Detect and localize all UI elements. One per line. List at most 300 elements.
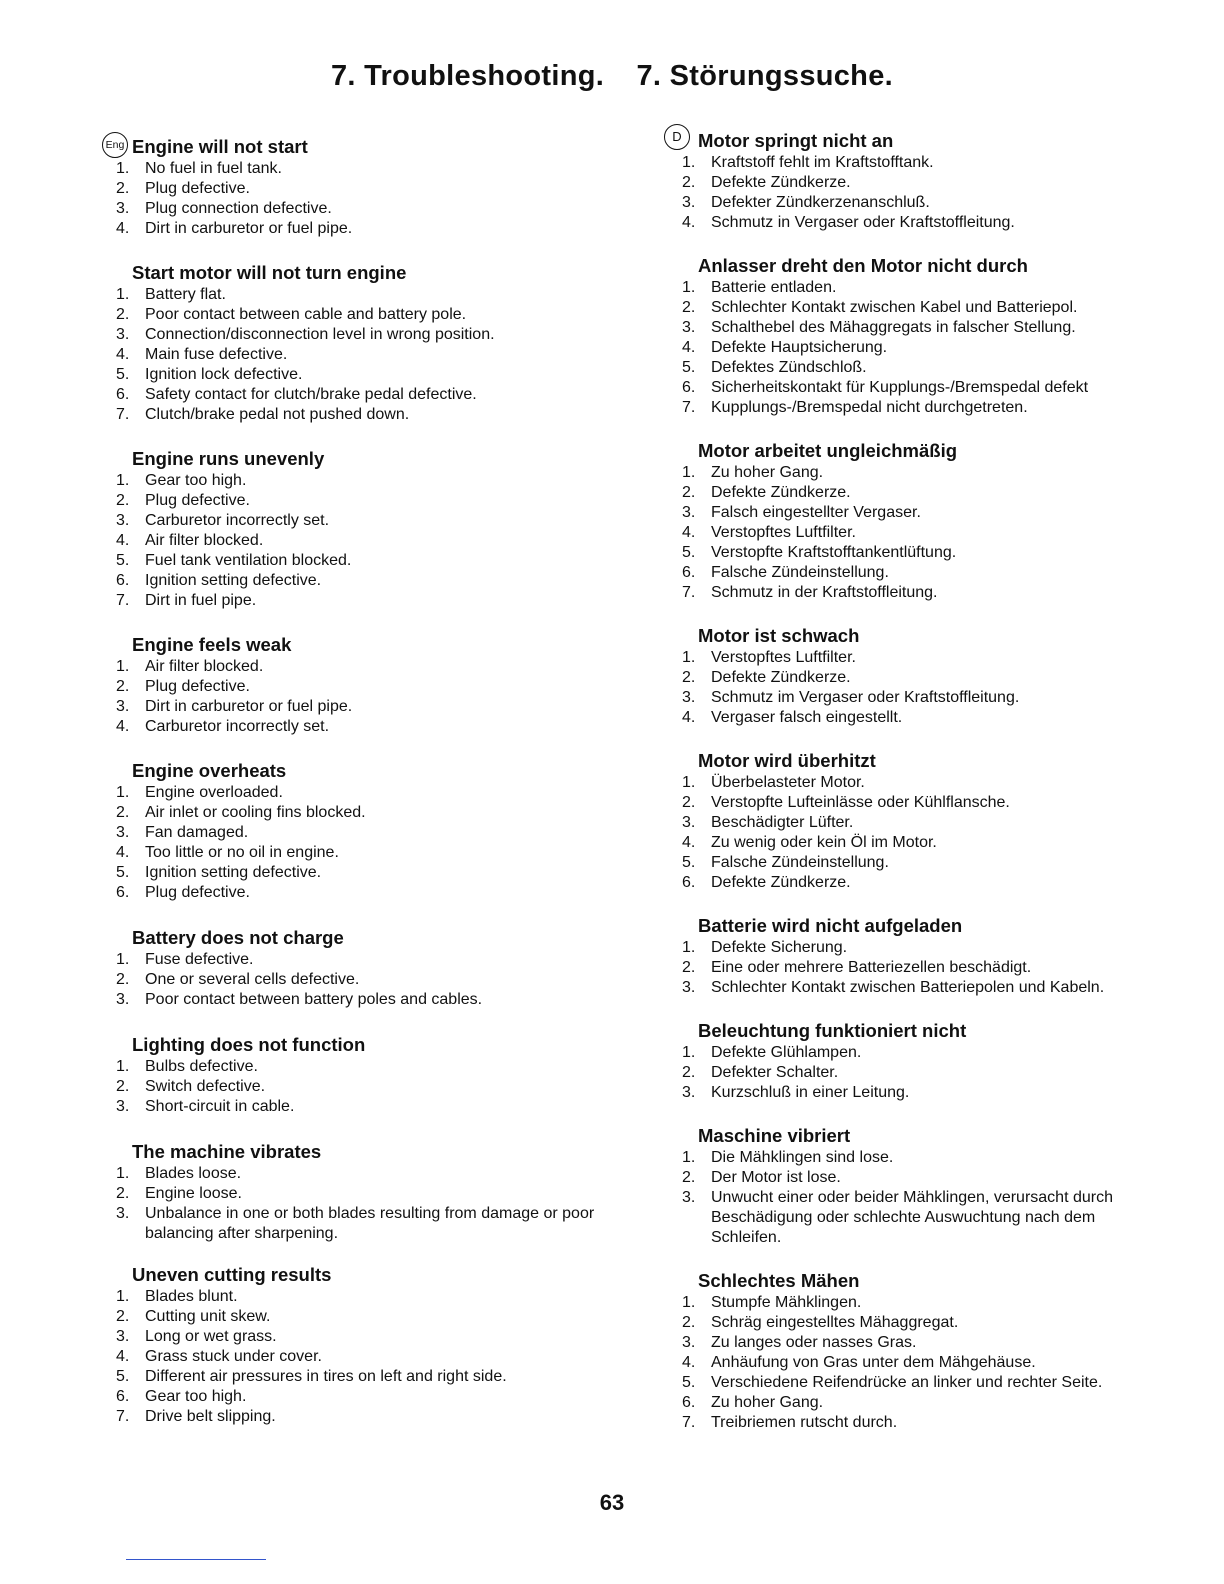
item-text: Plug defective. bbox=[145, 492, 250, 509]
item-text: Schalthebel des Mähaggregats in falscher Stellung. bbox=[711, 319, 1076, 336]
list-item bbox=[678, 873, 1158, 893]
item-text: No fuel in fuel tank. bbox=[145, 160, 282, 177]
item-number: 4. bbox=[682, 834, 696, 851]
list-item bbox=[112, 1367, 612, 1387]
item-number: 3. bbox=[116, 200, 130, 217]
item-text: Defekte Zündkerze. bbox=[711, 669, 851, 686]
item-number: 6. bbox=[682, 874, 696, 891]
section-heading bbox=[698, 750, 1158, 772]
item-number: 3. bbox=[682, 814, 696, 831]
list-item bbox=[678, 958, 1158, 978]
item-text: Unbalance in one or both blades resulting from damage or poor balancing after sharpening. bbox=[145, 1205, 595, 1242]
item-number: 5. bbox=[682, 1374, 696, 1391]
item-number: 5. bbox=[682, 359, 696, 376]
list-item bbox=[112, 1077, 612, 1097]
list-item bbox=[112, 531, 612, 551]
section-heading-text: Schlechtes Mähen bbox=[698, 1270, 860, 1291]
list-item bbox=[678, 1373, 1158, 1393]
item-number: 2. bbox=[682, 959, 696, 976]
section-heading bbox=[132, 927, 612, 949]
item-text: Falsche Zündeinstellung. bbox=[711, 564, 889, 581]
item-text: Different air pressures in tires on left and right side. bbox=[145, 1368, 507, 1385]
list-item bbox=[678, 483, 1158, 503]
item-text: Safety contact for clutch/brake pedal defective. bbox=[145, 386, 477, 403]
cause-list bbox=[678, 1293, 1158, 1433]
section-heading bbox=[698, 1020, 1158, 1042]
section-heading-text: Beleuchtung funktioniert nicht bbox=[698, 1020, 967, 1041]
item-number: 2. bbox=[116, 1185, 130, 1202]
item-text: Verstopfte Lufteinlässe oder Kühlflansche. bbox=[711, 794, 1010, 811]
item-number: 2. bbox=[682, 1064, 696, 1081]
section-heading bbox=[698, 255, 1158, 277]
list-item bbox=[678, 1148, 1158, 1168]
item-text: Dirt in fuel pipe. bbox=[145, 592, 257, 609]
list-item bbox=[112, 405, 612, 425]
section-en-3 bbox=[112, 448, 612, 611]
list-item bbox=[678, 213, 1158, 233]
item-number: 2. bbox=[682, 484, 696, 501]
item-text: Verschiedene Reifendrücke an linker und rechter Seite. bbox=[711, 1374, 1103, 1391]
item-number: 5. bbox=[682, 854, 696, 871]
item-text: Engine overloaded. bbox=[145, 784, 283, 801]
item-number: 3. bbox=[116, 824, 130, 841]
list-item bbox=[112, 471, 612, 491]
item-text: Battery flat. bbox=[145, 286, 226, 303]
item-text: Schmutz in Vergaser oder Kraftstoffleitung. bbox=[711, 214, 1015, 231]
item-text: Die Mähklingen sind lose. bbox=[711, 1149, 894, 1166]
item-number: 1. bbox=[116, 784, 130, 801]
section-heading-text: Motor wird überhitzt bbox=[698, 750, 876, 771]
item-text: Kupplungs-/Bremspedal nicht durchgetreten. bbox=[711, 399, 1028, 416]
item-text: Schlechter Kontakt zwischen Batteriepolen und Kabeln. bbox=[711, 979, 1105, 996]
list-item bbox=[112, 159, 612, 179]
list-item bbox=[112, 285, 612, 305]
list-item bbox=[112, 1164, 612, 1184]
section-heading bbox=[132, 634, 612, 656]
item-number: 6. bbox=[682, 564, 696, 581]
item-text: Plug connection defective. bbox=[145, 200, 332, 217]
item-number: 1. bbox=[116, 1058, 130, 1075]
list-item bbox=[678, 563, 1158, 583]
item-number: 3. bbox=[682, 1189, 696, 1206]
cause-list bbox=[678, 938, 1158, 998]
item-text: Falsche Zündeinstellung. bbox=[711, 854, 889, 871]
item-text: Verstopftes Luftfilter. bbox=[711, 524, 856, 541]
list-item bbox=[112, 863, 612, 883]
item-text: Falsch eingestellter Vergaser. bbox=[711, 504, 921, 521]
item-number: 4. bbox=[116, 220, 130, 237]
item-text: Short-circuit in cable. bbox=[145, 1098, 295, 1115]
list-item bbox=[678, 463, 1158, 483]
item-number: 2. bbox=[116, 1308, 130, 1325]
item-number: 2. bbox=[116, 971, 130, 988]
item-text: Plug defective. bbox=[145, 678, 250, 695]
section-heading-text: Motor arbeitet ungleichmäßig bbox=[698, 440, 958, 461]
item-text: Fan damaged. bbox=[145, 824, 249, 841]
item-text: Carburetor incorrectly set. bbox=[145, 718, 330, 735]
list-item bbox=[112, 1097, 612, 1117]
list-item bbox=[678, 378, 1158, 398]
list-item bbox=[112, 803, 612, 823]
list-item bbox=[112, 843, 612, 863]
item-number: 4. bbox=[682, 709, 696, 726]
section-heading-text: Motor ist schwach bbox=[698, 625, 860, 646]
list-item bbox=[678, 793, 1158, 813]
item-number: 6. bbox=[116, 572, 130, 589]
item-number: 3. bbox=[116, 1328, 130, 1345]
item-number: 4. bbox=[116, 1348, 130, 1365]
item-number: 2. bbox=[682, 794, 696, 811]
item-number: 4. bbox=[116, 346, 130, 363]
item-text: Zu hoher Gang. bbox=[711, 464, 824, 481]
section-de-2 bbox=[678, 255, 1158, 418]
item-text: Schmutz in der Kraftstoffleitung. bbox=[711, 584, 938, 601]
section-heading-text: The machine vibrates bbox=[132, 1141, 322, 1162]
item-number: 2. bbox=[682, 299, 696, 316]
item-number: 3. bbox=[116, 698, 130, 715]
list-item bbox=[112, 1307, 612, 1327]
item-text: Treibriemen rutscht durch. bbox=[711, 1414, 898, 1431]
item-text: Blades blunt. bbox=[145, 1288, 238, 1305]
item-number: 3. bbox=[682, 504, 696, 521]
item-text: Schmutz im Vergaser oder Kraftstoffleitung. bbox=[711, 689, 1020, 706]
section-de-3 bbox=[678, 440, 1158, 603]
cause-list bbox=[678, 648, 1158, 728]
item-text: Main fuse defective. bbox=[145, 346, 288, 363]
item-number: 7. bbox=[682, 1414, 696, 1431]
list-item bbox=[678, 583, 1158, 603]
cause-list bbox=[112, 471, 612, 611]
item-number: 3. bbox=[116, 326, 130, 343]
item-number: 1. bbox=[682, 1044, 696, 1061]
item-number: 1. bbox=[682, 464, 696, 481]
page-title bbox=[0, 60, 1224, 93]
item-text: Eine oder mehrere Batteriezellen beschädigt. bbox=[711, 959, 1032, 976]
item-number: 3. bbox=[116, 991, 130, 1008]
list-item bbox=[678, 1413, 1158, 1433]
cause-list bbox=[112, 950, 612, 1010]
item-number: 2. bbox=[116, 492, 130, 509]
item-text: Überbelasteter Motor. bbox=[711, 774, 865, 791]
list-item bbox=[678, 173, 1158, 193]
item-text: Air inlet or cooling fins blocked. bbox=[145, 804, 366, 821]
list-item bbox=[678, 358, 1158, 378]
list-item bbox=[112, 219, 612, 239]
list-item bbox=[112, 990, 612, 1010]
list-item bbox=[112, 551, 612, 571]
item-text: Plug defective. bbox=[145, 180, 250, 197]
item-text: Fuse defective. bbox=[145, 951, 254, 968]
section-heading-text: Uneven cutting results bbox=[132, 1264, 332, 1285]
item-number: 3. bbox=[682, 689, 696, 706]
item-number: 3. bbox=[116, 512, 130, 529]
item-number: 3. bbox=[682, 194, 696, 211]
item-number: 4. bbox=[682, 339, 696, 356]
item-text: Verstopftes Luftfilter. bbox=[711, 649, 856, 666]
item-text: Bulbs defective. bbox=[145, 1058, 258, 1075]
item-text: Clutch/brake pedal not pushed down. bbox=[145, 406, 410, 423]
list-item bbox=[112, 305, 612, 325]
item-number: 5. bbox=[116, 552, 130, 569]
list-item bbox=[112, 325, 612, 345]
item-text: Kurzschluß in einer Leitung. bbox=[711, 1084, 910, 1101]
item-number: 5. bbox=[116, 1368, 130, 1385]
section-heading bbox=[698, 1270, 1158, 1292]
section-de-1 bbox=[672, 129, 1158, 233]
item-number: 1. bbox=[116, 951, 130, 968]
list-item bbox=[678, 523, 1158, 543]
item-number: 6. bbox=[682, 1394, 696, 1411]
section-heading-text: Batterie wird nicht aufgeladen bbox=[698, 915, 963, 936]
list-item bbox=[678, 833, 1158, 853]
list-item bbox=[678, 398, 1158, 418]
item-number: 4. bbox=[682, 524, 696, 541]
list-item bbox=[112, 823, 612, 843]
item-text: Drive belt slipping. bbox=[145, 1408, 276, 1425]
list-item bbox=[678, 298, 1158, 318]
section-heading-text: Battery does not charge bbox=[132, 927, 344, 948]
item-number: 2. bbox=[116, 678, 130, 695]
list-item bbox=[112, 1347, 612, 1367]
section-heading bbox=[698, 440, 1158, 462]
title-german: 7. Störungssuche. bbox=[636, 60, 893, 92]
item-number: 3. bbox=[116, 1098, 130, 1115]
section-en-8 bbox=[112, 1141, 612, 1244]
list-item bbox=[112, 1204, 612, 1244]
item-text: Too little or no oil in engine. bbox=[145, 844, 339, 861]
item-text: Dirt in carburetor or fuel pipe. bbox=[145, 220, 353, 237]
item-number: 5. bbox=[116, 864, 130, 881]
item-number: 3. bbox=[682, 1334, 696, 1351]
list-item bbox=[678, 978, 1158, 998]
section-heading-text: Engine runs unevenly bbox=[132, 448, 325, 469]
list-item bbox=[112, 385, 612, 405]
list-item bbox=[678, 193, 1158, 213]
section-heading-text: Start motor will not turn engine bbox=[132, 262, 407, 283]
item-number: 1. bbox=[116, 472, 130, 489]
item-text: Ignition setting defective. bbox=[145, 572, 322, 589]
list-item bbox=[112, 1184, 612, 1204]
list-item bbox=[678, 853, 1158, 873]
cause-list bbox=[678, 278, 1158, 418]
item-number: 1. bbox=[682, 774, 696, 791]
item-text: Sicherheitskontakt für Kupplungs-/Bremspedal defekt bbox=[711, 379, 1089, 396]
list-item bbox=[678, 1333, 1158, 1353]
item-number: 7. bbox=[116, 592, 130, 609]
section-heading-text: Lighting does not function bbox=[132, 1034, 366, 1055]
section-heading bbox=[132, 1264, 612, 1286]
item-text: Zu langes oder nasses Gras. bbox=[711, 1334, 917, 1351]
item-text: Defekter Schalter. bbox=[711, 1064, 839, 1081]
list-item bbox=[112, 591, 612, 611]
section-de-4 bbox=[678, 625, 1158, 728]
footer-rule bbox=[126, 1559, 266, 1560]
section-de-5 bbox=[678, 750, 1158, 893]
item-number: 3. bbox=[682, 979, 696, 996]
item-text: One or several cells defective. bbox=[145, 971, 360, 988]
item-number: 7. bbox=[116, 406, 130, 423]
list-item bbox=[112, 1327, 612, 1347]
title-english: 7. Troubleshooting. bbox=[330, 60, 605, 92]
item-number: 1. bbox=[682, 649, 696, 666]
list-item bbox=[678, 153, 1158, 173]
section-heading-text: Maschine vibriert bbox=[698, 1125, 851, 1146]
page-number: 63 bbox=[599, 1490, 625, 1515]
section-heading-text: Engine will not start bbox=[132, 136, 308, 157]
list-item bbox=[678, 708, 1158, 728]
item-text: Engine loose. bbox=[145, 1185, 242, 1202]
item-text: Poor contact between battery poles and cables. bbox=[145, 991, 483, 1008]
item-number: 6. bbox=[682, 379, 696, 396]
list-item bbox=[112, 1407, 612, 1427]
item-number: 1. bbox=[682, 939, 696, 956]
item-text: Switch defective. bbox=[145, 1078, 266, 1095]
item-text: Kraftstoff fehlt im Kraftstofftank. bbox=[711, 154, 934, 171]
cause-list bbox=[112, 783, 612, 903]
item-number: 1. bbox=[682, 154, 696, 171]
cause-list bbox=[678, 463, 1158, 603]
list-item bbox=[678, 278, 1158, 298]
list-item bbox=[678, 1313, 1158, 1333]
section-heading bbox=[672, 129, 1158, 152]
item-text: Schräg eingestelltes Mähaggregat. bbox=[711, 1314, 959, 1331]
language-badge-icon: Eng bbox=[102, 132, 128, 158]
list-item bbox=[678, 503, 1158, 523]
cause-list bbox=[112, 1287, 612, 1427]
cause-list bbox=[678, 1148, 1158, 1248]
cause-list bbox=[678, 1043, 1158, 1103]
item-text: Beschädigter Lüfter. bbox=[711, 814, 854, 831]
list-item bbox=[112, 199, 612, 219]
list-item bbox=[678, 648, 1158, 668]
list-item bbox=[678, 1168, 1158, 1188]
list-item bbox=[112, 1387, 612, 1407]
item-number: 1. bbox=[682, 1149, 696, 1166]
item-number: 3. bbox=[682, 1084, 696, 1101]
item-text: Defekter Zündkerzenanschluß. bbox=[711, 194, 930, 211]
section-heading bbox=[698, 625, 1158, 647]
section-en-6 bbox=[112, 927, 612, 1010]
item-number: 1. bbox=[682, 1294, 696, 1311]
cause-list bbox=[112, 1164, 612, 1244]
section-heading bbox=[132, 1034, 612, 1056]
section-en-9 bbox=[112, 1264, 612, 1427]
item-text: Defekte Hauptsicherung. bbox=[711, 339, 888, 356]
item-number: 2. bbox=[116, 180, 130, 197]
item-number: 4. bbox=[116, 718, 130, 735]
item-number: 6. bbox=[116, 1388, 130, 1405]
item-text: Zu wenig oder kein Öl im Motor. bbox=[711, 834, 937, 851]
item-number: 4. bbox=[682, 1354, 696, 1371]
list-item bbox=[678, 1293, 1158, 1313]
list-item bbox=[112, 883, 612, 903]
section-de-9 bbox=[678, 1270, 1158, 1433]
item-number: 4. bbox=[682, 214, 696, 231]
list-item bbox=[112, 697, 612, 717]
item-text: Blades loose. bbox=[145, 1165, 242, 1182]
item-text: Ignition setting defective. bbox=[145, 864, 322, 881]
section-heading bbox=[105, 136, 612, 158]
section-en-2 bbox=[112, 262, 612, 425]
list-item bbox=[678, 668, 1158, 688]
item-text: Defekte Zündkerze. bbox=[711, 484, 851, 501]
item-number: 5. bbox=[116, 366, 130, 383]
list-item bbox=[678, 813, 1158, 833]
section-heading bbox=[132, 262, 612, 284]
item-text: Defekte Sicherung. bbox=[711, 939, 848, 956]
item-number: 6. bbox=[116, 386, 130, 403]
item-number: 4. bbox=[116, 532, 130, 549]
list-item bbox=[678, 1083, 1158, 1103]
cause-list bbox=[112, 159, 612, 239]
item-text: Fuel tank ventilation blocked. bbox=[145, 552, 352, 569]
item-text: Unwucht einer oder beider Mähklingen, verursacht durch Beschädigung oder schlechte Auswuchtung nach dem Schleifen. bbox=[711, 1189, 1113, 1246]
item-text: Gear too high. bbox=[145, 1388, 247, 1405]
list-item bbox=[678, 1393, 1158, 1413]
section-heading-text: Engine overheats bbox=[132, 760, 287, 781]
item-text: Defektes Zündschloß. bbox=[711, 359, 867, 376]
list-item bbox=[112, 970, 612, 990]
list-item bbox=[678, 543, 1158, 563]
section-heading-text: Motor springt nicht an bbox=[698, 130, 894, 151]
item-number: 1. bbox=[116, 286, 130, 303]
item-number: 1. bbox=[682, 279, 696, 296]
item-number: 2. bbox=[116, 1078, 130, 1095]
item-text: Cutting unit skew. bbox=[145, 1308, 271, 1325]
section-de-8 bbox=[678, 1125, 1158, 1248]
cause-list bbox=[678, 773, 1158, 893]
item-text: Gear too high. bbox=[145, 472, 247, 489]
item-text: Air filter blocked. bbox=[145, 532, 264, 549]
item-text: Der Motor ist lose. bbox=[711, 1169, 841, 1186]
item-number: 2. bbox=[116, 306, 130, 323]
section-en-7 bbox=[112, 1034, 612, 1117]
list-item bbox=[112, 571, 612, 591]
item-number: 2. bbox=[682, 1169, 696, 1186]
item-text: Schlechter Kontakt zwischen Kabel und Batteriepol. bbox=[711, 299, 1078, 316]
item-text: Grass stuck under cover. bbox=[145, 1348, 322, 1365]
item-text: Poor contact between cable and battery pole. bbox=[145, 306, 467, 323]
item-text: Dirt in carburetor or fuel pipe. bbox=[145, 698, 353, 715]
section-de-6 bbox=[678, 915, 1158, 998]
list-item bbox=[678, 338, 1158, 358]
item-number: 7. bbox=[682, 584, 696, 601]
item-text: Verstopfte Kraftstofftankentlüftung. bbox=[711, 544, 957, 561]
item-text: Connection/disconnection level in wrong position. bbox=[145, 326, 495, 343]
list-item bbox=[112, 657, 612, 677]
section-en-1 bbox=[105, 136, 612, 239]
item-text: Vergaser falsch eingestellt. bbox=[711, 709, 903, 726]
section-heading bbox=[698, 1125, 1158, 1147]
list-item bbox=[112, 179, 612, 199]
cause-list bbox=[112, 657, 612, 737]
section-heading bbox=[132, 1141, 612, 1163]
section-heading bbox=[698, 915, 1158, 937]
item-number: 7. bbox=[116, 1408, 130, 1425]
item-text: Defekte Glühlampen. bbox=[711, 1044, 862, 1061]
cause-list bbox=[112, 285, 612, 425]
list-item bbox=[112, 950, 612, 970]
section-heading-text: Engine feels weak bbox=[132, 634, 292, 655]
item-number: 2. bbox=[682, 669, 696, 686]
section-heading bbox=[132, 760, 612, 782]
list-item bbox=[112, 511, 612, 531]
item-text: Defekte Zündkerze. bbox=[711, 874, 851, 891]
item-number: 6. bbox=[116, 884, 130, 901]
item-number: 5. bbox=[682, 544, 696, 561]
item-number: 3. bbox=[682, 319, 696, 336]
item-text: Ignition lock defective. bbox=[145, 366, 303, 383]
